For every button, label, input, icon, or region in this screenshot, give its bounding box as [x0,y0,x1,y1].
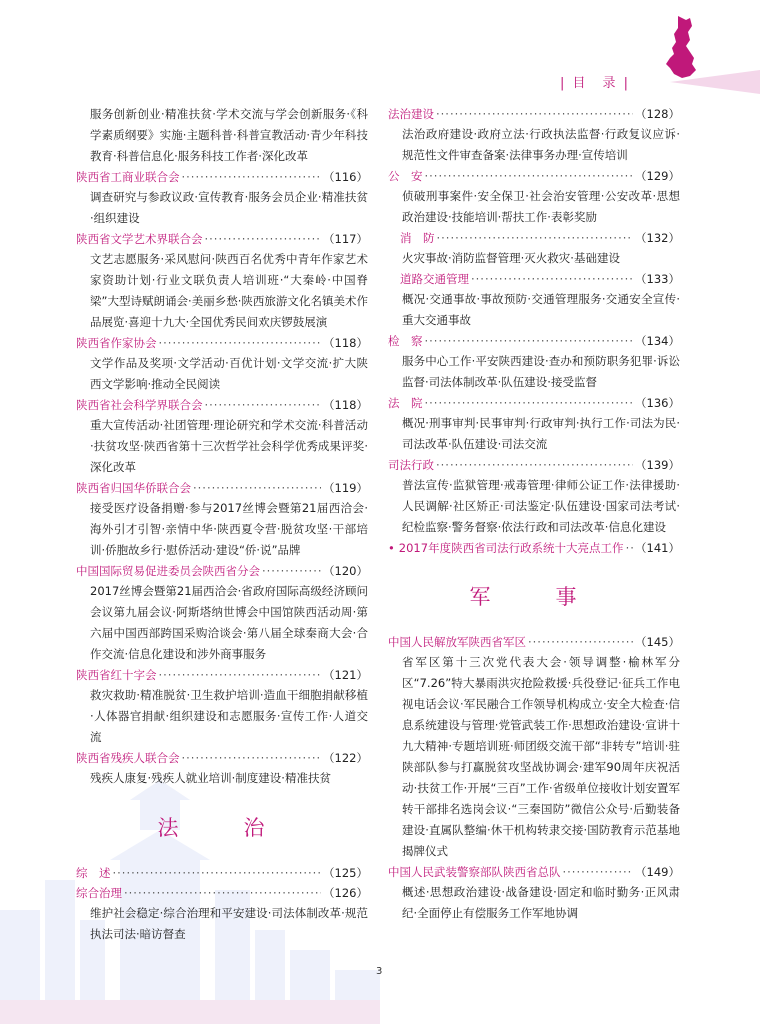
section-title: 法 治 [157,816,287,840]
toc-entry[interactable] [388,331,680,393]
toc-entry-title[interactable]: 综 述 [76,866,111,880]
toc-entry[interactable] [388,538,680,558]
toc-left-column [76,104,368,945]
entry-description: 文艺志愿服务·采风慰问·陕西百名优秀中青年作家艺术家资助计划·行业文联负责人培训班·“大秦岭·中国脊梁”大型诗赋朗诵会·美丽乡愁·陕西旅游文化名镇美术作品展览·喜迎十九大·全国优秀民间欢庆锣鼓展演 [90,252,368,329]
toc-entry-title[interactable]: 陕西省残疾人联合会 [76,751,180,765]
entry-description: 2017丝博会暨第21届西洽会·省政府国际高级经济顾问会议第九届会议·阿斯塔纳世博会中国馆陕西活动周·第六届中国西部跨国采购洽谈会·第八届全球秦商大会·合作交流·信息化建设和涉外商事服务 [90,584,368,661]
toc-header [560,70,760,90]
toc-entry[interactable] [388,166,680,228]
toc-entry[interactable] [76,883,368,945]
toc-entry[interactable] [388,393,680,455]
entry-description: 概述·思想政治建设·战备建设·固定和临时勤务·正风肃纪·全面停止有偿服务工作军地协调 [402,885,680,920]
toc-page-number[interactable]: （118） [323,398,368,412]
toc-page-number[interactable]: （145） [635,635,680,649]
dot-leader [436,104,633,124]
toc-entry[interactable] [76,167,368,229]
toc-page-number[interactable]: （132） [635,231,680,245]
toc-entry-heading[interactable] [76,395,368,415]
dot-leader [205,229,322,249]
entry-description: 维护社会稳定·综合治理和平安建设·司法体制改革·规范执法司法·暗访督查 [90,906,368,941]
toc-page-number[interactable]: （117） [323,232,368,246]
toc-page-number[interactable]: （128） [635,107,680,121]
toc-entry-heading[interactable] [76,478,368,498]
toc-entry-title[interactable]: 综合治理 [76,886,122,900]
toc-page-number[interactable]: （116） [323,170,368,184]
entry-description: 概况·交通事故·事故预防·交通管理服务·交通安全宣传·重大交通事故 [402,292,680,327]
toc-page-number[interactable]: （121） [323,668,368,682]
page-number: 3 [376,966,383,977]
section-title: 军 事 [469,585,599,609]
toc-entry-heading[interactable] [76,167,368,187]
entry-description: 概况·刑事审判·民事审判·行政审判·执行工作·司法为民·司法改革·队伍建设·司法交流 [402,416,680,451]
entry-description: 省军区第十三次党代表大会·领导调整·榆林军分区“7.26”特大暴雨洪灾抢险救援·兵役登记·征兵工作电视电话会议·军民融合工作领导机构成立·安全大检查·信息系统建设与管理·党管武装工作·思想政治建设·宣讲十九大精神·专题培训班·师团级交流干部“非转专”培训·驻陕部队参与打赢脱贫攻坚战协调会·建军90周年庆祝活动·扶贫工作·开展“三百”工作·省级单位接收计划安置军转干部排名选岗会议·“三秦国防”微信公众号·后勤装备建设·直属队整编·休干机构转隶交接·国防教育示范基地揭牌仪式 [402,655,680,858]
dot-leader [182,748,322,768]
toc-entry[interactable] [388,269,680,331]
toc-entry-title[interactable]: 2017年度陕西省司法行政系统十大亮点工作 [398,541,624,555]
toc-page-number[interactable]: （133） [635,272,680,286]
dot-leader [425,331,634,351]
entry-description: 文学作品及奖项·文学活动·百优计划·文学交流·扩大陕西文学影响·推动全民阅读 [90,356,368,391]
toc-entry-title[interactable]: 陕西省作家协会 [76,336,157,350]
toc-entry[interactable] [388,455,680,538]
toc-entry-title[interactable]: 道路交通管理 [400,272,469,286]
entry-description: 普法宣传·监狱管理·戒毒管理·律师公证工作·法律援助·人民调解·社区矫正·司法鉴定·队伍建设·国家司法考试·纪检监察·警务督察·依法行政和司法改革·信息化建设 [402,478,680,534]
toc-entry-heading[interactable] [388,393,680,413]
toc-entry-heading[interactable] [388,538,680,558]
dot-leader [159,665,322,685]
dot-leader [425,393,634,413]
toc-entry-title[interactable]: 陕西省归国华侨联合会 [76,481,191,495]
entry-description: 火灾事故·消防监督管理·灭火救灾·基础建设 [402,251,620,265]
toc-entry-heading[interactable] [76,863,368,883]
toc-page-number[interactable]: （139） [635,458,680,472]
entry-description: 残疾人康复·残疾人就业培训·制度建设·精准扶贫 [90,771,331,785]
dot-leader [528,632,633,652]
toc-entry-title[interactable]: 法治建设 [388,107,434,121]
toc-page-number[interactable]: （118） [323,336,368,350]
toc-page-number[interactable]: （129） [635,169,680,183]
toc-entry-title[interactable]: 陕西省红十字会 [76,668,157,682]
toc-entry[interactable] [388,862,680,924]
toc-entry[interactable] [76,561,368,665]
toc-entry[interactable] [76,665,368,748]
toc-entry-heading[interactable] [76,561,368,581]
toc-entry-title[interactable]: 法 院 [388,396,423,410]
toc-page-number[interactable]: （122） [323,751,368,765]
entry-description: 接受医疗设备捐赠·参与2017丝博会暨第21届西洽会·海外引才引智·亲情中华·陕西夏令营·脱贫攻坚·干部培训·侨胞故乡行·慰侨活动·建设“侨·说”品牌 [90,501,368,557]
entry-description: 服务创新创业·精准扶贫·学术交流与学会创新服务·《科学素质纲要》实施·主题科普·科普宣教活动·青少年科技教育·科普信息化·服务科技工作者·深化改革 [90,107,368,163]
toc-page-number[interactable]: （149） [635,865,680,879]
dot-leader [626,538,633,558]
toc-entry[interactable] [76,863,368,883]
toc-entry-heading[interactable] [388,228,680,248]
dot-leader [262,561,321,581]
toc-entry-heading[interactable] [388,166,680,186]
toc-entry[interactable] [76,229,368,333]
toc-entry-title[interactable]: 陕西省文学艺术界联合会 [76,232,203,246]
dot-leader [182,167,322,187]
entry-description: 法治政府建设·政府立法·行政执法监督·行政复议应诉·规范性文件审查备案·法律事务办理·宣传培训 [402,127,680,162]
header-label: | 目 录 | [560,76,631,91]
bullet-icon: • [388,541,395,555]
toc-page-number[interactable]: （134） [635,334,680,348]
toc-entry-heading[interactable] [388,455,680,475]
dot-leader [425,166,634,186]
dot-leader [113,863,322,883]
toc-entry-heading[interactable] [76,665,368,685]
toc-entry[interactable] [388,228,680,269]
toc-entry-heading[interactable] [76,229,368,249]
toc-entry[interactable] [76,395,368,478]
toc-entry-heading[interactable] [388,104,680,124]
toc-entry-heading[interactable] [388,632,680,652]
toc-entry[interactable] [388,104,680,166]
entry-description: 救灾救助·精准脱贫·卫生救护培训·造血干细胞捐献移植·人体器官捐献·组织建设和志愿服务·宣传工作·人道交流 [90,688,368,744]
entry-description: 服务中心工作·平安陕西建设·查办和预防职务犯罪·诉讼监督·司法体制改革·队伍建设·接受监督 [402,354,680,389]
entry-description: 重大宣传活动·社团管理·理论研究和学术交流·科普活动·扶贫攻坚·陕西省第十三次哲学社会科学优秀成果评奖·深化改革 [90,418,368,474]
toc-page-number[interactable]: （126） [323,886,368,900]
toc-entry-title[interactable]: 中国国际贸易促进委员会陕西省分会 [76,564,260,578]
toc-entry[interactable] [388,632,680,862]
dot-leader [437,228,634,248]
toc-entry-title[interactable]: 陕西省工商业联合会 [76,170,180,184]
toc-entry-title[interactable]: 中国人民解放军陕西省军区 [388,635,526,649]
toc-page-number[interactable]: （141） [635,541,680,555]
entry-description: 侦破刑事案件·安全保卫·社会治安管理·公安改革·思想政治建设·技能培训·帮扶工作·表彰奖励 [402,189,680,224]
toc-entry[interactable] [76,748,368,789]
toc-entry-heading[interactable] [76,748,368,768]
toc-entry-title[interactable]: 消 防 [400,231,435,245]
dot-leader [205,395,322,415]
dot-leader [563,862,634,882]
dot-leader [124,883,321,903]
toc-right-column [388,104,680,924]
toc-page-number[interactable]: （136） [635,396,680,410]
toc-entry-heading[interactable] [76,883,368,903]
toc-entry-title[interactable]: 中国人民武装警察部队陕西省总队 [388,865,561,879]
dot-leader [471,269,633,289]
toc-page-number[interactable]: （119） [323,481,368,495]
dot-leader [159,333,322,353]
toc-entry-title[interactable]: 陕西省社会科学界联合会 [76,398,203,412]
dot-leader [436,455,633,475]
dot-leader [193,478,321,498]
toc-entry-title[interactable]: 司法行政 [388,458,434,472]
toc-entry[interactable] [76,478,368,561]
toc-entry-title[interactable]: 检 察 [388,334,423,348]
entry-description: 调查研究与参政议政·宣传教育·服务会员企业·精准扶贫·组织建设 [90,190,368,225]
toc-entry[interactable] [76,333,368,395]
shaanxi-map-icon [664,14,698,80]
toc-entry-heading[interactable] [76,333,368,353]
toc-page-number[interactable]: （125） [323,866,368,880]
toc-entry-heading[interactable] [388,862,680,882]
toc-page-number[interactable]: （120） [323,564,368,578]
toc-entry-title[interactable]: 公 安 [388,169,423,183]
toc-entry-heading[interactable] [388,331,680,351]
toc-entry-heading[interactable] [388,269,680,289]
